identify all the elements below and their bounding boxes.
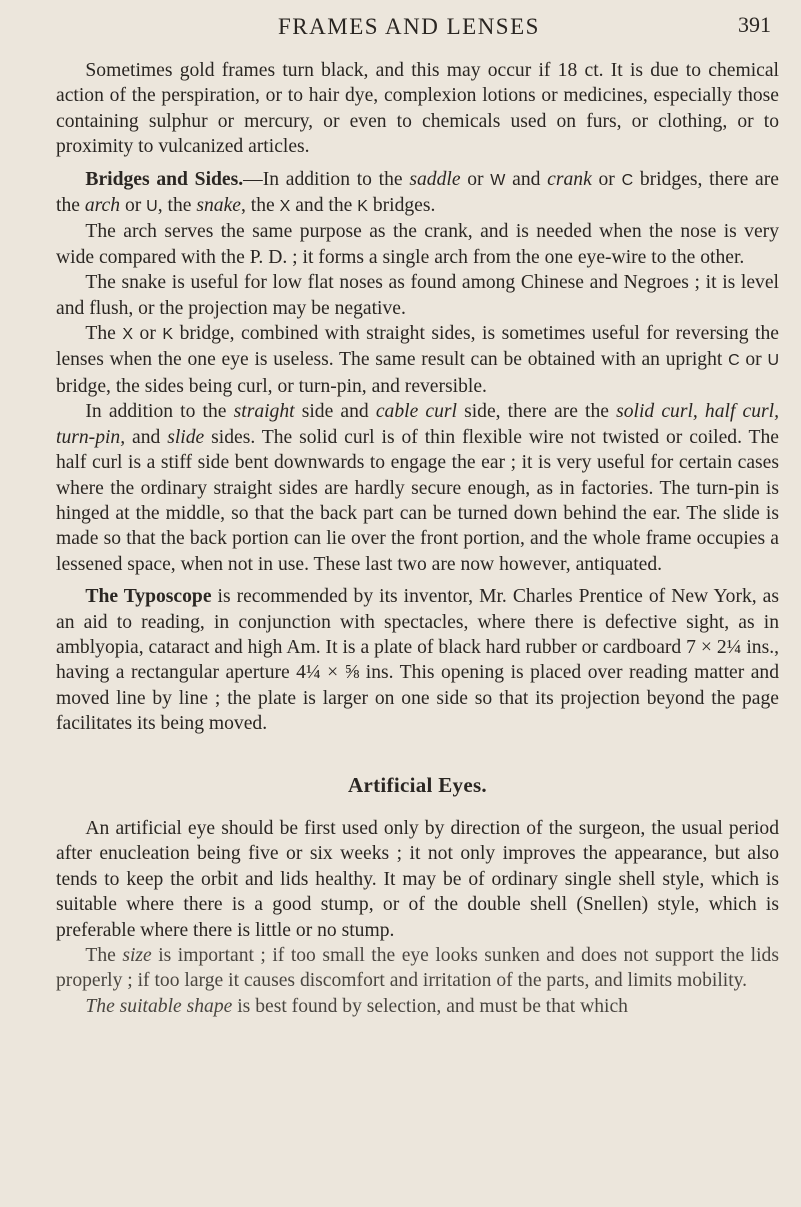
text-run: side, there are the (456, 401, 617, 423)
letter-c: C (621, 171, 634, 189)
text-run: bridges, there are the (56, 168, 779, 217)
letter-x: X (279, 198, 291, 216)
term-size: size (122, 945, 152, 966)
term-straight: straight (233, 401, 295, 423)
section-heading-artificial-eyes: Artificial Eyes. (348, 772, 487, 797)
paragraph-shape (56, 994, 779, 1019)
term-crank: crank (547, 168, 592, 190)
text-run: or (591, 168, 622, 190)
term-saddle: saddle (409, 168, 461, 190)
paragraph-arch: The arch serves the same purpose as the crank, and is needed when the nose is very wide compared with the P. D. ; it forms a single arch from the one eye-wire to the other. (56, 221, 779, 268)
text-run: is best found by selection, and must be that which (232, 995, 628, 1017)
text-run: and (125, 426, 168, 448)
text-run: sides. The solid curl is of thin flexible wire not twisted or coiled. The half curl is a stiff side bent downwards to engage the ear ; it is very useful for certain cases where the ordinary straight sides are hardly secure enough, as in factories. The turn-pin is hinged at the middle, so that the back part can be turned down behind the ear. The slide is made so that the back portion can lie over the front portion, and the whole frame occupies a lessened space, when not in use. These last two are now however, antiquated. (56, 426, 779, 575)
text-run: or (133, 323, 163, 345)
text-run: and the (290, 195, 358, 217)
term-arch: arch (84, 195, 121, 217)
letter-k: K (357, 198, 368, 216)
text-run: side and (294, 401, 376, 423)
paragraph-typoscope (56, 584, 779, 736)
text-run: bridges. (367, 195, 436, 217)
text-run: is important ; if too small the eye looks sunken and does not support the lids properly ; if too large it causes discomfort and irritation of the parts, and limits mobility. (56, 945, 779, 992)
paragraph-gold-frames: Sometimes gold frames turn black, and this may occur if 18 ct. It is due to chemical action of the perspiration, or to hair dye, complexion lotions or medicines, especially those containing sulphur or mercury, or even to chemicals used on furs, or clothing, or to proximity to vulcanized articles. (56, 60, 779, 158)
letter-w: W (490, 171, 506, 189)
letter-c: C (728, 352, 740, 370)
letter-u: U (146, 198, 158, 216)
text-run: In addition to the (85, 401, 234, 423)
text-run: and (505, 168, 548, 190)
text-run: —In addition to the (243, 168, 410, 190)
typoscope-heading: The Typoscope (85, 586, 212, 608)
term-solid-curl: solid curl, half curl, turn-pin, (56, 401, 779, 448)
letter-u: U (767, 352, 779, 370)
page-number: 391 (738, 12, 771, 37)
letter-x: X (122, 326, 134, 344)
text-run: is recommended by its inventor, Mr. Charles Prentice of New York, as an aid to reading, in conjunction with spectacles, where there is defective sight, as in amblyopia, cataract and high Am. It is a plate of black hard rubber or cardboard 7 × 2¼ ins., having a rectangular aperture 4¼ × ⅝ ins. This opening is placed over reading matter and moved line by line ; the plate is larger on one side so that its projection beyond the page facilitates its being moved. (56, 586, 779, 735)
term-suitable-shape: The suitable shape (85, 995, 233, 1017)
text-run: , the (241, 195, 280, 217)
term-snake: snake (196, 195, 241, 217)
text-run: or (120, 195, 147, 217)
paragraph-x-k-bridge (56, 321, 779, 399)
paragraph-snake: The snake is useful for low flat noses as found among Chinese and Negroes ; it is level and flush, or the projection may be negative. (56, 272, 779, 319)
paragraph-size (56, 943, 779, 994)
text-run: The (85, 945, 123, 966)
text-run: or (739, 349, 768, 371)
page-header (56, 8, 779, 58)
paragraph-sides (56, 399, 779, 577)
running-head: FRAMES AND LENSES (278, 14, 540, 39)
text-run: or (460, 168, 491, 190)
term-slide: slide (167, 426, 205, 448)
paragraph-artificial-eye: An artificial eye should be first used only by direction of the surgeon, the usual period after enucleation being five or six weeks ; it not only improves the appearance, but also tends to keep the orbit and lids healthy. It may be of ordinary single shell style, which is suitable where there is a good stump, or of the double shell (Snellen) style, which is preferable where there is little or no stump. (56, 817, 779, 941)
text-run: , the (157, 195, 197, 217)
paragraph-bridges-and-sides (56, 167, 779, 220)
text-run: bridge, the sides being curl, or turn-pin, and reversible. (56, 375, 487, 397)
term-cable-curl: cable curl (375, 401, 457, 423)
text-run: bridge, combined with straight sides, is sometimes useful for reversing the lenses when the one eye is useless. The same result can be obtained with an upright (56, 323, 779, 371)
letter-k: K (162, 326, 174, 344)
bridges-and-sides-heading: Bridges and Sides. (85, 168, 244, 190)
body-text (56, 58, 779, 1019)
text-run: The (85, 323, 123, 345)
